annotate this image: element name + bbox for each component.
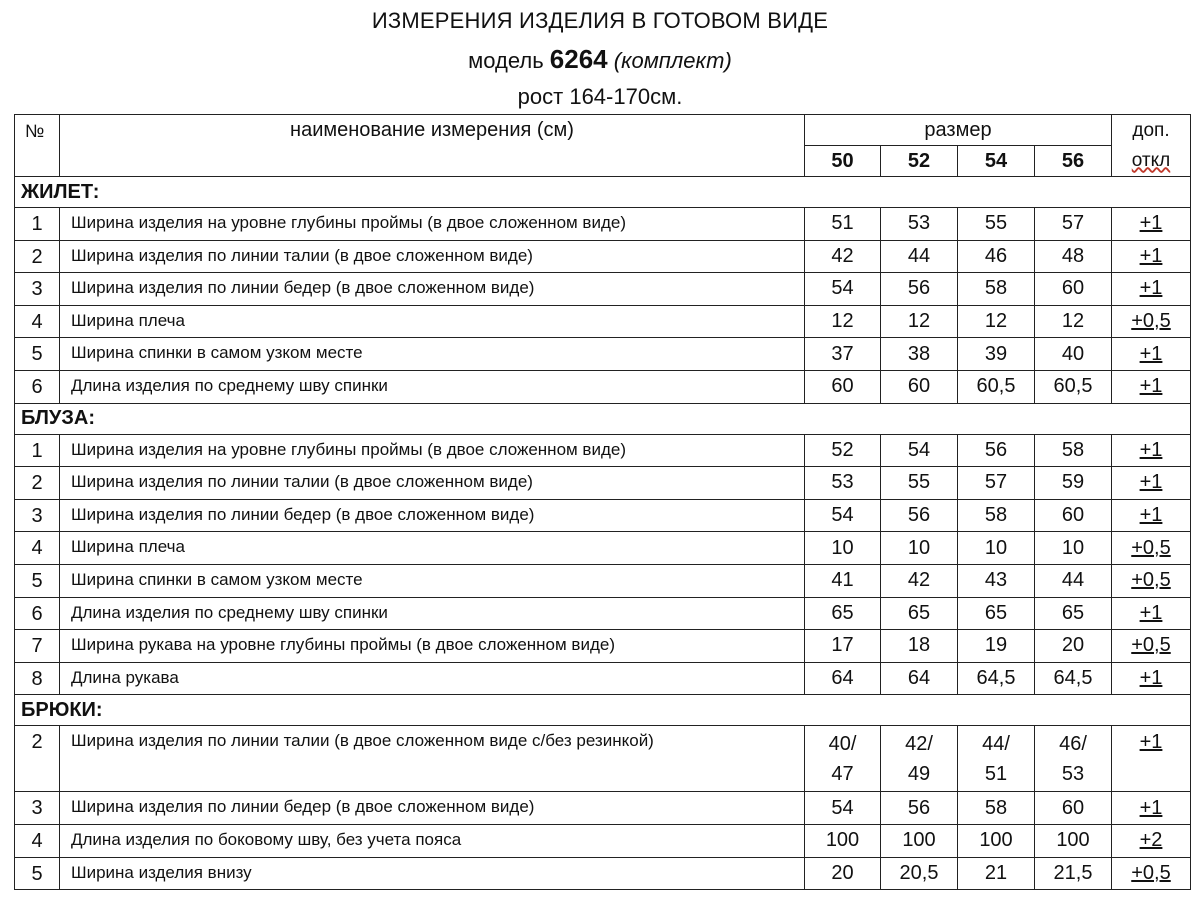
row-value-size-50: 12: [805, 305, 881, 338]
row-tolerance: [1112, 305, 1191, 338]
value-bottom: 53: [1061, 762, 1085, 785]
row-measurement-name: Ширина изделия по линии талии (в двое сложенном виде): [60, 467, 805, 500]
row-number: 7: [15, 630, 60, 663]
row-value-size-56: 57: [1035, 208, 1112, 241]
table-row: [15, 499, 1191, 532]
row-measurement-name: Ширина изделия по линии талии (в двое сложенном виде): [60, 240, 805, 273]
row-value-size-52: 56: [881, 792, 958, 825]
row-value-size-50: 54: [805, 273, 881, 306]
value-top: 44/: [982, 732, 1010, 755]
row-number: 8: [15, 662, 60, 695]
row-value-size-52: [881, 726, 958, 792]
row-measurement-name: Ширина изделия внизу: [60, 857, 805, 890]
table-row: [15, 532, 1191, 565]
row-value-size-56: 100: [1035, 824, 1112, 857]
model-kit: (комплект): [613, 48, 732, 73]
row-number: 3: [15, 792, 60, 825]
row-tolerance: [1112, 499, 1191, 532]
row-value-size-56: 65: [1035, 597, 1112, 630]
row-value-size-56: 12: [1035, 305, 1112, 338]
tolerance-value: +1: [1139, 601, 1163, 624]
row-value-size-50: 41: [805, 564, 881, 597]
section-title: ЖИЛЕТ:: [15, 177, 1191, 208]
row-number: 4: [15, 824, 60, 857]
row-number: 4: [15, 305, 60, 338]
tolerance-value: +1: [1139, 667, 1163, 690]
table-row: [15, 597, 1191, 630]
row-tolerance: [1112, 857, 1191, 890]
row-measurement-name: Ширина рукава на уровне глубины проймы (в двое сложенном виде): [60, 630, 805, 663]
tolerance-value: +1: [1139, 342, 1163, 365]
table-row: [15, 273, 1191, 306]
table-row: [15, 208, 1191, 241]
row-value-size-54: 58: [958, 273, 1035, 306]
row-number: 2: [15, 240, 60, 273]
row-tolerance: [1112, 824, 1191, 857]
value-bottom: 49: [907, 762, 931, 785]
row-value-size-50: 17: [805, 630, 881, 663]
model-line: [0, 44, 1200, 75]
row-number: 5: [15, 857, 60, 890]
measurement-table: [14, 114, 1191, 890]
tolerance-value: +1: [1139, 796, 1163, 819]
row-value-size-50: 52: [805, 434, 881, 467]
row-number: 6: [15, 370, 60, 403]
table-row: [15, 305, 1191, 338]
row-value-size-52: 100: [881, 824, 958, 857]
model-number: 6264: [549, 44, 608, 74]
tolerance-value: +1: [1139, 731, 1163, 754]
row-value-size-54: 46: [958, 240, 1035, 273]
row-value-size-50: 53: [805, 467, 881, 500]
header-size-50: 50: [805, 146, 881, 177]
row-value-size-50: 20: [805, 857, 881, 890]
value-top: 42/: [905, 732, 933, 755]
row-value-size-52: 20,5: [881, 857, 958, 890]
row-measurement-name: Длина рукава: [60, 662, 805, 695]
row-tolerance: [1112, 338, 1191, 371]
tolerance-value: +1: [1139, 438, 1163, 461]
row-tolerance: [1112, 240, 1191, 273]
height-line: рост 164-170см.: [517, 84, 683, 109]
table-row: [15, 824, 1191, 857]
header-size-56: 56: [1035, 146, 1112, 177]
section-row: [15, 177, 1191, 208]
row-value-size-50: 37: [805, 338, 881, 371]
row-value-size-54: 55: [958, 208, 1035, 241]
row-value-size-50: 10: [805, 532, 881, 565]
tolerance-value: +0,5: [1131, 634, 1171, 657]
row-value-size-52: 55: [881, 467, 958, 500]
value-bottom: 51: [984, 762, 1008, 785]
row-value-size-56: 20: [1035, 630, 1112, 663]
row-measurement-name: Ширина изделия на уровне глубины проймы (в двое сложенном виде): [60, 434, 805, 467]
row-measurement-name: Ширина изделия на уровне глубины проймы (в двое сложенном виде): [60, 208, 805, 241]
header-tolerance: [1112, 115, 1191, 177]
row-measurement-name: Ширина спинки в самом узком месте: [60, 564, 805, 597]
row-number: 5: [15, 564, 60, 597]
tolerance-value: +0,5: [1131, 569, 1171, 592]
row-value-size-54: 21: [958, 857, 1035, 890]
row-value-size-54: 43: [958, 564, 1035, 597]
row-value-size-56: 60,5: [1035, 370, 1112, 403]
row-measurement-name: Ширина плеча: [60, 305, 805, 338]
row-number: 1: [15, 208, 60, 241]
header-size: размер: [805, 115, 1112, 146]
row-tolerance: [1112, 662, 1191, 695]
row-value-size-54: 100: [958, 824, 1035, 857]
row-value-size-56: 40: [1035, 338, 1112, 371]
header-number: №: [15, 115, 60, 177]
section-row: [15, 403, 1191, 434]
model-prefix: модель: [468, 48, 544, 73]
row-value-size-50: 54: [805, 792, 881, 825]
value-top: 46/: [1059, 732, 1087, 755]
tolerance-value: +1: [1139, 244, 1163, 267]
table-row: [15, 857, 1191, 890]
row-value-size-50: 51: [805, 208, 881, 241]
row-measurement-name: Ширина изделия по линии бедер (в двое сложенном виде): [60, 792, 805, 825]
row-value-size-56: 58: [1035, 434, 1112, 467]
row-number: 3: [15, 273, 60, 306]
row-value-size-52: 44: [881, 240, 958, 273]
row-value-size-52: 38: [881, 338, 958, 371]
header-tolerance-line1: доп.: [1132, 119, 1170, 141]
row-value-size-54: 12: [958, 305, 1035, 338]
row-value-size-56: 44: [1035, 564, 1112, 597]
table-row: [15, 370, 1191, 403]
row-value-size-52: 12: [881, 305, 958, 338]
tolerance-value: +2: [1139, 829, 1163, 852]
row-value-size-50: 60: [805, 370, 881, 403]
row-measurement-name: Длина изделия по среднему шву спинки: [60, 370, 805, 403]
row-value-size-50: 64: [805, 662, 881, 695]
row-value-size-52: 60: [881, 370, 958, 403]
row-value-size-54: 10: [958, 532, 1035, 565]
row-tolerance: [1112, 630, 1191, 663]
row-value-size-54: 58: [958, 792, 1035, 825]
row-value-size-54: 19: [958, 630, 1035, 663]
table-row: [15, 240, 1191, 273]
row-value-size-52: 64: [881, 662, 958, 695]
tolerance-value: +1: [1139, 504, 1163, 527]
header-name: наименование измерения (см): [60, 115, 805, 177]
row-tolerance: [1112, 370, 1191, 403]
row-number: 2: [15, 726, 60, 792]
row-measurement-name: Ширина спинки в самом узком месте: [60, 338, 805, 371]
row-value-size-56: 64,5: [1035, 662, 1112, 695]
tolerance-value: +1: [1139, 277, 1163, 300]
row-value-size-56: 60: [1035, 792, 1112, 825]
row-tolerance: [1112, 792, 1191, 825]
value-bottom: 47: [831, 762, 854, 785]
row-measurement-name: Ширина изделия по линии бедер (в двое сложенном виде): [60, 499, 805, 532]
table-row: [15, 564, 1191, 597]
table-row: [15, 726, 1191, 792]
row-tolerance: [1112, 434, 1191, 467]
table-row: [15, 434, 1191, 467]
tolerance-value: +0,5: [1131, 310, 1171, 333]
table-row: [15, 630, 1191, 663]
tolerance-value: +0,5: [1131, 861, 1171, 884]
row-value-size-56: 59: [1035, 467, 1112, 500]
row-tolerance: [1112, 208, 1191, 241]
row-value-size-56: [1035, 726, 1112, 792]
row-tolerance: [1112, 564, 1191, 597]
row-number: 2: [15, 467, 60, 500]
row-value-size-56: 60: [1035, 273, 1112, 306]
row-value-size-54: 56: [958, 434, 1035, 467]
header-row-top: [15, 115, 1191, 146]
row-tolerance: [1112, 726, 1191, 792]
row-value-size-56: 21,5: [1035, 857, 1112, 890]
tolerance-value: +1: [1139, 471, 1163, 494]
row-value-size-52: 56: [881, 273, 958, 306]
row-number: 5: [15, 338, 60, 371]
section-title: БРЮКИ:: [15, 695, 1191, 726]
row-value-size-56: 10: [1035, 532, 1112, 565]
row-value-size-52: 53: [881, 208, 958, 241]
value-top: 40/: [828, 732, 857, 755]
document-title: ИЗМЕРЕНИЯ ИЗДЕЛИЯ В ГОТОВОМ ВИДЕ: [371, 8, 829, 33]
row-value-size-50: [805, 726, 881, 792]
row-value-size-54: 65: [958, 597, 1035, 630]
row-value-size-54: 64,5: [958, 662, 1035, 695]
table-row: [15, 467, 1191, 500]
row-value-size-52: 65: [881, 597, 958, 630]
row-tolerance: [1112, 273, 1191, 306]
row-measurement-name: Длина изделия по боковому шву, без учета пояса: [60, 824, 805, 857]
table-row: [15, 792, 1191, 825]
row-value-size-52: 54: [881, 434, 958, 467]
table-row: [15, 662, 1191, 695]
header-size-52: 52: [881, 146, 958, 177]
row-value-size-54: 60,5: [958, 370, 1035, 403]
row-tolerance: [1112, 597, 1191, 630]
row-value-size-50: 65: [805, 597, 881, 630]
row-value-size-54: 57: [958, 467, 1035, 500]
row-value-size-56: 60: [1035, 499, 1112, 532]
section-row: [15, 695, 1191, 726]
row-tolerance: [1112, 467, 1191, 500]
tolerance-value: +0,5: [1131, 536, 1171, 559]
row-number: 3: [15, 499, 60, 532]
row-value-size-56: 48: [1035, 240, 1112, 273]
row-value-size-54: 39: [958, 338, 1035, 371]
row-value-size-50: 100: [805, 824, 881, 857]
row-value-size-54: [958, 726, 1035, 792]
header-tolerance-line2: откл: [1131, 149, 1171, 171]
row-tolerance: [1112, 532, 1191, 565]
row-value-size-50: 54: [805, 499, 881, 532]
row-value-size-52: 10: [881, 532, 958, 565]
row-measurement-name: Ширина плеча: [60, 532, 805, 565]
row-measurement-name: Ширина изделия по линии бедер (в двое сложенном виде): [60, 273, 805, 306]
row-measurement-name: Ширина изделия по линии талии (в двое сложенном виде с/без резинкой): [60, 726, 805, 792]
row-number: 1: [15, 434, 60, 467]
row-value-size-52: 56: [881, 499, 958, 532]
row-value-size-50: 42: [805, 240, 881, 273]
row-measurement-name: Длина изделия по среднему шву спинки: [60, 597, 805, 630]
row-number: 6: [15, 597, 60, 630]
header-size-54: 54: [958, 146, 1035, 177]
section-title: БЛУЗА:: [15, 403, 1191, 434]
row-value-size-52: 42: [881, 564, 958, 597]
table-row: [15, 338, 1191, 371]
row-value-size-52: 18: [881, 630, 958, 663]
row-value-size-54: 58: [958, 499, 1035, 532]
tolerance-value: +1: [1139, 375, 1163, 398]
tolerance-value: +1: [1139, 212, 1163, 235]
row-number: 4: [15, 532, 60, 565]
